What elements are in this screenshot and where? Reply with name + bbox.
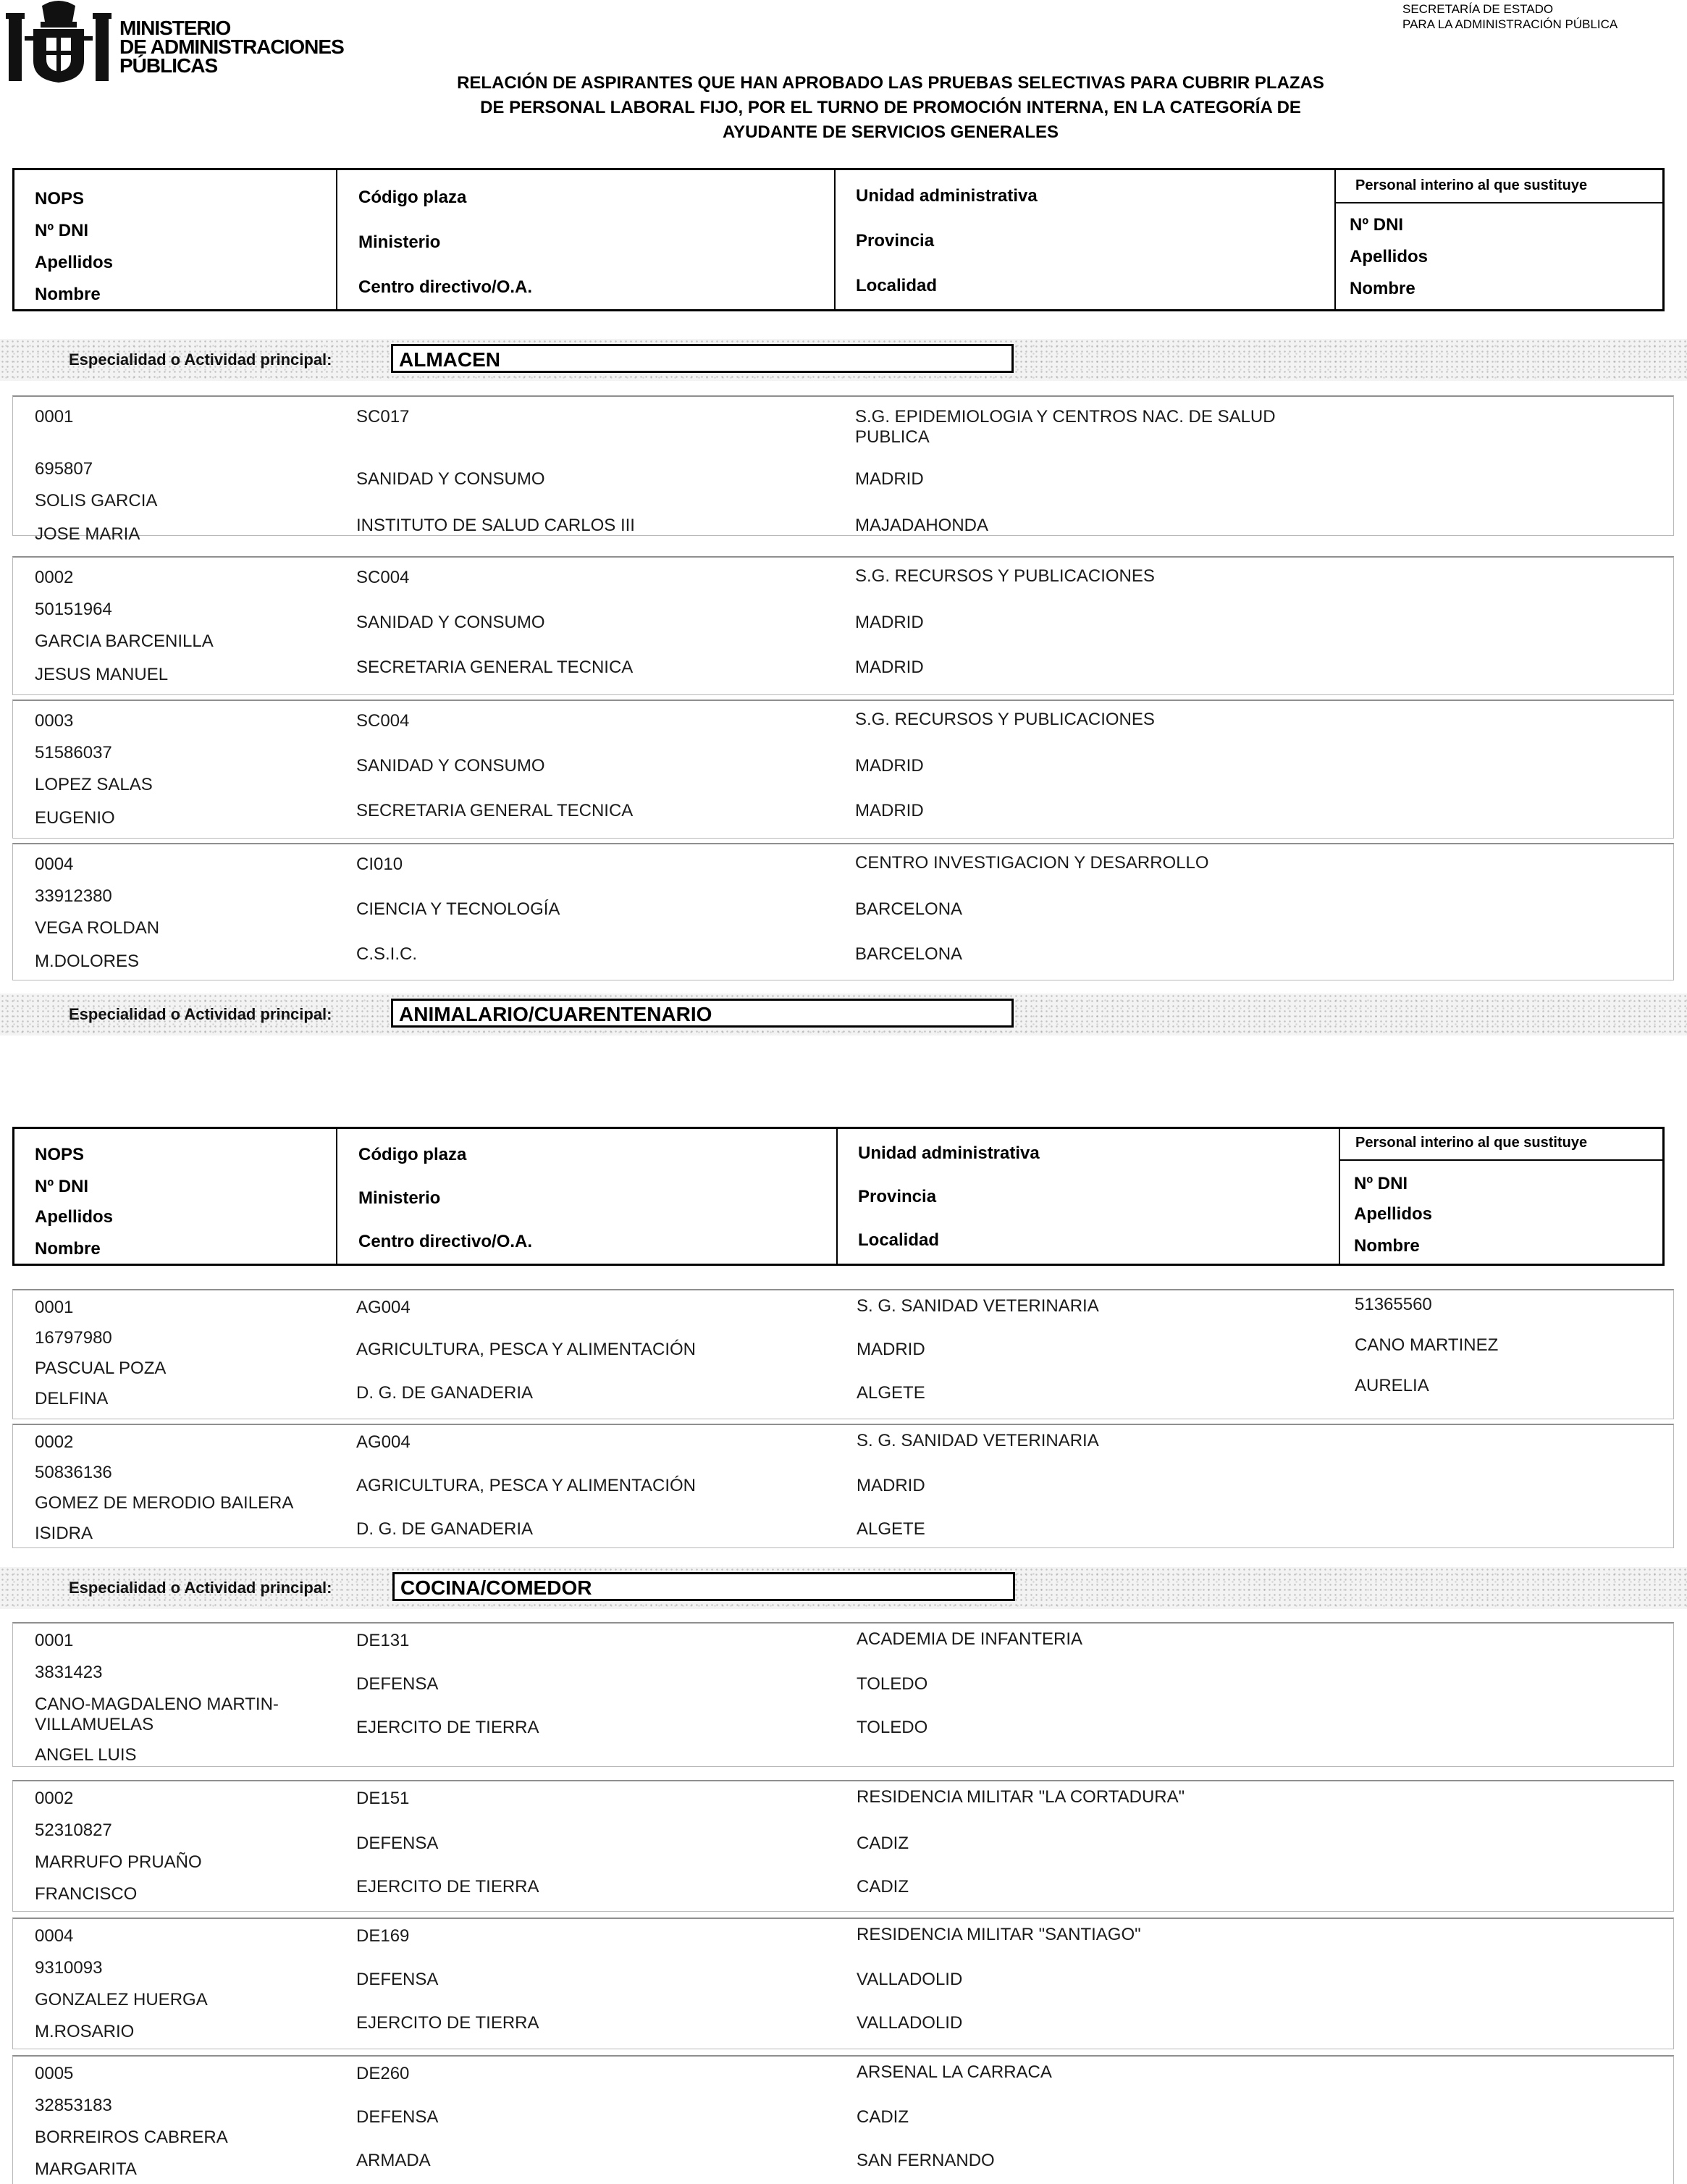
column-header-box: [12, 1127, 1665, 1266]
cell-unidad-administrativa: CENTRO INVESTIGACION Y DESARROLLO: [855, 853, 1209, 873]
cell-codigo-plaza: DE169: [356, 1926, 410, 1946]
cell-codigo-plaza: SC004: [356, 711, 410, 731]
cell-localidad: MADRID: [855, 658, 924, 677]
cell-unidad-administrativa: ACADEMIA DE INFANTERIA: [857, 1629, 1083, 1649]
cell-provincia: TOLEDO: [857, 1674, 928, 1694]
col-nops: NOPS: [35, 189, 85, 209]
col-provincia: Provincia: [858, 1187, 937, 1206]
cell-apellidos: GARCIA BARCENILLA: [35, 631, 214, 651]
cell-unidad-administrativa: S.G. RECURSOS Y PUBLICACIONES: [855, 566, 1155, 586]
cell-dni: 50151964: [35, 600, 112, 619]
cell-codigo-plaza: SC017: [356, 407, 410, 427]
cell-codigo-plaza: DE151: [356, 1789, 410, 1808]
cell-localidad: MADRID: [855, 801, 924, 820]
col-nombre: Nombre: [35, 1239, 101, 1259]
col-nombre: Nombre: [35, 285, 101, 304]
ministry-name: [119, 19, 344, 75]
cell-nombre: JOSE MARIA: [35, 524, 140, 544]
cell-nops: 0002: [35, 1789, 74, 1808]
cell-nops: 0002: [35, 568, 74, 587]
cell-provincia: VALLADOLID: [857, 1970, 963, 1989]
specialty-box: [392, 1572, 1015, 1601]
specialty-label: Especialidad o Actividad principal:: [69, 1005, 332, 1023]
cell-nops: 0001: [35, 407, 74, 427]
cell-centro-directivo: ARMADA: [356, 2151, 431, 2170]
cell-provincia: CADIZ: [857, 2107, 909, 2127]
interino-divider: [1339, 1159, 1662, 1161]
cell-codigo-plaza: SC004: [356, 568, 410, 587]
title-line-1: RELACIÓN DE ASPIRANTES QUE HAN APROBADO LAS PRUEBAS SELECTIVAS PARA CUBRIR PLAZAS: [457, 73, 1324, 93]
cell-centro-directivo: SECRETARIA GENERAL TECNICA: [356, 658, 634, 677]
column-divider: [1334, 170, 1336, 309]
document-title: [362, 71, 1419, 145]
cell-centro-directivo: D. G. DE GANADERIA: [356, 1383, 534, 1403]
col-codigo-plaza: Código plaza: [358, 188, 467, 207]
ministry-line-2: DE ADMINISTRACIONES: [119, 35, 344, 58]
cell-apellidos: MARRUFO PRUAÑO: [35, 1852, 202, 1872]
cell-nombre: EUGENIO: [35, 808, 115, 828]
ministry-line-1: MINISTERIO: [119, 17, 231, 39]
title-line-2: DE PERSONAL LABORAL FIJO, POR EL TURNO DE PROMOCIÓN INTERNA, EN LA CATEGORÍA DE: [480, 98, 1301, 117]
cell-dni: 32853183: [35, 2096, 112, 2115]
table-row: [12, 1622, 1674, 1767]
table-row: [12, 1780, 1674, 1912]
table-row: [12, 700, 1674, 839]
cell-nombre: FRANCISCO: [35, 1884, 138, 1904]
cell-localidad: BARCELONA: [855, 944, 963, 964]
table-row: [12, 556, 1674, 695]
cell-localidad: MAJADAHONDA: [855, 516, 989, 535]
cell-nops: 0001: [35, 1631, 74, 1650]
cell-apellidos: LOPEZ SALAS: [35, 775, 153, 794]
cell-localidad: ALGETE: [857, 1383, 925, 1403]
secretaria-de-estado: [1402, 1, 1617, 32]
col-interino-nombre: Nombre: [1354, 1236, 1420, 1256]
cell-nombre: M.DOLORES: [35, 952, 140, 971]
cell-nombre: ISIDRA: [35, 1524, 93, 1543]
cell-centro-directivo: D. G. DE GANADERIA: [356, 1519, 534, 1539]
cell-codigo-plaza: AG004: [356, 1432, 411, 1452]
cell-centro-directivo: INSTITUTO DE SALUD CARLOS III: [356, 516, 635, 535]
cell-apellidos: GONZALEZ HUERGA: [35, 1990, 208, 2009]
col-ministerio: Ministerio: [358, 1188, 441, 1208]
cell-centro-directivo: EJERCITO DE TIERRA: [356, 1877, 539, 1897]
col-unidad-administrativa: Unidad administrativa: [858, 1143, 1040, 1163]
col-localidad: Localidad: [858, 1230, 940, 1250]
cell-nombre: JESUS MANUEL: [35, 665, 169, 684]
column-divider: [836, 1129, 838, 1264]
col-dni: Nº DNI: [35, 221, 89, 240]
cell-nombre: DELFINA: [35, 1389, 109, 1408]
cell-unidad-administrativa: RESIDENCIA MILITAR "SANTIAGO": [857, 1925, 1141, 1944]
cell-provincia: MADRID: [855, 613, 924, 632]
cell-nombre: MARGARITA: [35, 2159, 137, 2179]
specialty-box: [391, 999, 1014, 1028]
secretaria-line-2: PARA LA ADMINISTRACIÓN PÚBLICA: [1402, 17, 1618, 31]
cell-ministerio: DEFENSA: [356, 1970, 439, 1989]
cell-localidad: VALLADOLID: [857, 2013, 963, 2033]
coat-of-arms-logo: [6, 0, 112, 85]
col-apellidos: Apellidos: [35, 253, 114, 272]
cell-localidad: SAN FERNANDO: [857, 2151, 995, 2170]
specialty-value: ALMACEN: [399, 348, 500, 371]
cell-nops: 0001: [35, 1298, 74, 1317]
cell-apellidos: CANO-MAGDALENO MARTIN-VILLAMUELAS: [35, 1694, 279, 1734]
column-divider: [336, 170, 337, 309]
table-row: [12, 2055, 1674, 2184]
cell-provincia: BARCELONA: [855, 899, 963, 919]
col-apellidos: Apellidos: [35, 1207, 114, 1227]
col-interino-nombre: Nombre: [1350, 279, 1415, 298]
cell-interino-dni: 51365560: [1355, 1295, 1432, 1314]
cell-codigo-plaza: AG004: [356, 1298, 411, 1317]
cell-dni: 50836136: [35, 1463, 112, 1482]
cell-unidad-administrativa: RESIDENCIA MILITAR "LA CORTADURA": [857, 1787, 1185, 1807]
cell-codigo-plaza: CI010: [356, 854, 403, 874]
cell-ministerio: CIENCIA Y TECNOLOGÍA: [356, 899, 560, 919]
interino-divider: [1334, 202, 1662, 203]
title-line-3: AYUDANTE DE SERVICIOS GENERALES: [722, 122, 1059, 142]
cell-dni: 9310093: [35, 1958, 103, 1978]
cell-dni: 33912380: [35, 886, 112, 906]
col-localidad: Localidad: [856, 276, 938, 295]
col-personal-interino: Personal interino al que sustituye: [1355, 1135, 1588, 1151]
cell-ministerio: SANIDAD Y CONSUMO: [356, 613, 545, 632]
cell-apellidos: PASCUAL POZA: [35, 1358, 167, 1378]
column-divider: [1339, 1129, 1340, 1264]
cell-dni: 52310827: [35, 1820, 112, 1840]
specialty-band: [0, 1567, 1687, 1609]
cell-localidad: CADIZ: [857, 1877, 909, 1897]
cell-centro-directivo: EJERCITO DE TIERRA: [356, 2013, 539, 2033]
specialty-band: [0, 994, 1687, 1036]
specialty-value: COCINA/COMEDOR: [400, 1576, 592, 1599]
cell-nops: 0005: [35, 2064, 74, 2083]
cell-ministerio: DEFENSA: [356, 1674, 439, 1694]
specialty-value: ANIMALARIO/CUARENTENARIO: [399, 1003, 712, 1025]
col-interino-apellidos: Apellidos: [1354, 1204, 1433, 1224]
cell-unidad-administrativa: S.G. EPIDEMIOLOGIA Y CENTROS NAC. DE SALUD PUBLICA: [855, 407, 1276, 447]
cell-unidad-administrativa: ARSENAL LA CARRACA: [857, 2062, 1052, 2082]
cell-centro-directivo: SECRETARIA GENERAL TECNICA: [356, 801, 634, 820]
cell-unidad-administrativa: S. G. SANIDAD VETERINARIA: [857, 1431, 1099, 1450]
cell-ministerio: DEFENSA: [356, 2107, 439, 2127]
cell-unidad-administrativa: S. G. SANIDAD VETERINARIA: [857, 1296, 1099, 1316]
specialty-label: Especialidad o Actividad principal:: [69, 1579, 332, 1597]
cell-centro-directivo: EJERCITO DE TIERRA: [356, 1718, 539, 1737]
cell-provincia: MADRID: [855, 469, 924, 489]
cell-nombre: M.ROSARIO: [35, 2022, 135, 2041]
cell-interino-nombre: AURELIA: [1355, 1376, 1429, 1395]
secretaria-line-1: SECRETARÍA DE ESTADO: [1402, 2, 1554, 16]
cell-dni: 3831423: [35, 1663, 103, 1682]
cell-dni: 51586037: [35, 743, 112, 763]
cell-ministerio: SANIDAD Y CONSUMO: [356, 469, 545, 489]
col-provincia: Provincia: [856, 231, 935, 251]
cell-nops: 0004: [35, 854, 74, 874]
cell-provincia: MADRID: [855, 756, 924, 776]
column-header-box: [12, 168, 1665, 311]
cell-provincia: MADRID: [857, 1476, 925, 1495]
col-interino-apellidos: Apellidos: [1350, 247, 1429, 266]
cell-apellidos: GOMEZ DE MERODIO BAILERA: [35, 1493, 294, 1513]
specialty-label: Especialidad o Actividad principal:: [69, 350, 332, 369]
table-row: [12, 1424, 1674, 1548]
column-divider: [336, 1129, 337, 1264]
cell-nombre: ANGEL LUIS: [35, 1745, 137, 1765]
cell-dni: 16797980: [35, 1328, 112, 1348]
cell-codigo-plaza: DE260: [356, 2064, 410, 2083]
col-dni: Nº DNI: [35, 1177, 89, 1196]
cell-ministerio: DEFENSA: [356, 1834, 439, 1853]
cell-provincia: CADIZ: [857, 1834, 909, 1853]
cell-codigo-plaza: DE131: [356, 1631, 410, 1650]
cell-localidad: TOLEDO: [857, 1718, 928, 1737]
cell-nops: 0002: [35, 1432, 74, 1452]
cell-nops: 0003: [35, 711, 74, 731]
col-centro-directivo: Centro directivo/O.A.: [358, 1232, 533, 1251]
cell-interino-apellidos: CANO MARTINEZ: [1355, 1335, 1499, 1355]
col-ministerio: Ministerio: [358, 232, 441, 252]
table-row: [12, 1289, 1674, 1419]
column-divider: [834, 170, 836, 309]
ministry-line-3: PÚBLICAS: [119, 54, 218, 77]
cell-centro-directivo: C.S.I.C.: [356, 944, 418, 964]
table-row: [12, 395, 1674, 544]
cell-nops: 0004: [35, 1926, 74, 1946]
cell-apellidos: SOLIS GARCIA: [35, 491, 158, 511]
cell-dni: 695807: [35, 459, 93, 479]
table-row: [12, 843, 1674, 980]
cell-apellidos: VEGA ROLDAN: [35, 918, 160, 938]
col-interino-dni: Nº DNI: [1354, 1174, 1408, 1193]
col-interino-dni: Nº DNI: [1350, 215, 1404, 235]
cell-provincia: MADRID: [857, 1340, 925, 1359]
cell-ministerio: AGRICULTURA, PESCA Y ALIMENTACIÓN: [356, 1476, 697, 1495]
table-row: [12, 1918, 1674, 2049]
col-unidad-administrativa: Unidad administrativa: [856, 186, 1038, 206]
cell-ministerio: SANIDAD Y CONSUMO: [356, 756, 545, 776]
cell-apellidos: BORREIROS CABRERA: [35, 2128, 228, 2147]
col-personal-interino: Personal interino al que sustituye: [1355, 177, 1588, 193]
cell-localidad: ALGETE: [857, 1519, 925, 1539]
col-codigo-plaza: Código plaza: [358, 1145, 467, 1164]
col-nops: NOPS: [35, 1145, 85, 1164]
specialty-band: [0, 339, 1687, 381]
cell-ministerio: AGRICULTURA, PESCA Y ALIMENTACIÓN: [356, 1340, 697, 1359]
col-centro-directivo: Centro directivo/O.A.: [358, 277, 533, 297]
specialty-box: [391, 344, 1014, 373]
cell-unidad-administrativa: S.G. RECURSOS Y PUBLICACIONES: [855, 710, 1155, 729]
